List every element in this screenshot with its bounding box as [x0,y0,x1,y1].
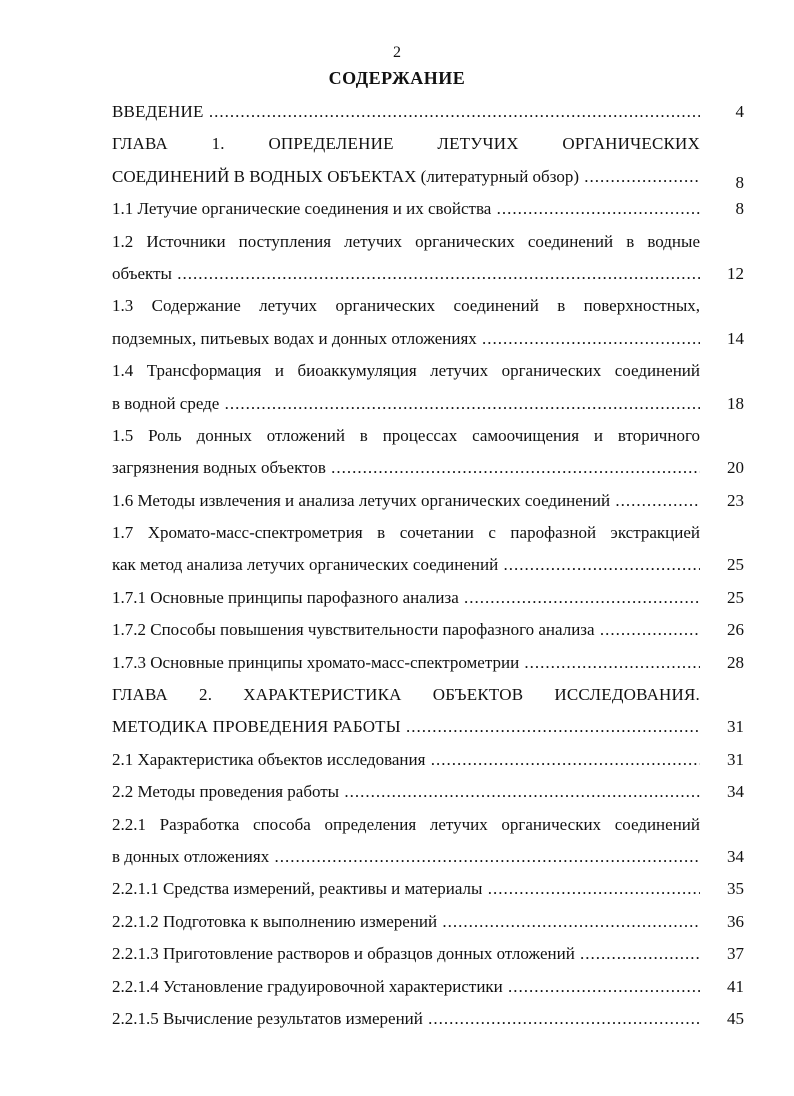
toc-entry-page: 28 [727,652,744,672]
toc-entry[interactable] [112,841,744,873]
toc-entry-page: 18 [727,393,744,413]
toc-entry[interactable] [112,809,744,841]
toc-entry-page: 35 [727,879,744,899]
toc-entry[interactable] [112,388,744,420]
toc-entry[interactable] [112,452,744,484]
toc-entry-page: 31 [727,717,744,737]
toc-entry[interactable] [112,971,744,1003]
toc-entry[interactable] [112,776,744,808]
toc-entry[interactable] [112,906,744,938]
toc-entry-text: 1.4 Трансформация и биоаккумуляция летучих органических соединений [112,361,700,381]
toc-entry-text: 2.2.1 Разработка способа определения летучих органических соединений [112,814,700,834]
toc-entry-text: 1.7.3 Основные принципы хромато-масс-спектрометрии ..... [112,647,700,679]
toc-entry[interactable] [112,323,744,355]
toc-entry-text: СОЕДИНЕНИЙ В ВОДНЫХ ОБЪЕКТАХ (литературный обзор) ..... [112,161,700,193]
toc-entry[interactable] [112,161,744,193]
toc-entry-text: как метод анализа летучих органических соединений ..... [112,549,700,581]
toc-entry-text: 1.6 Методы извлечения и анализа летучих органических соединений ..... [112,485,700,517]
toc-entry-page: 37 [727,944,744,964]
toc-entry-text: 1.1 Летучие органические соединения и их свойства ..... [112,193,700,225]
toc-entry[interactable] [112,355,744,387]
toc-entry-text: 1.2 Источники поступления летучих органических соединений в водные [112,231,700,251]
toc-entry[interactable] [112,679,744,711]
toc-entry[interactable] [112,258,744,290]
toc-entry-text: 2.2.1.3 Приготовление растворов и образцов донных отложений ..... [112,938,700,970]
toc-entry-page: 8 [735,172,744,192]
toc-entry-text: загрязнения водных объектов ..... [112,452,700,484]
toc-entry[interactable] [112,1003,744,1035]
toc-entry-page: 12 [727,263,744,283]
toc-entry-text: ВВЕДЕНИЕ ..... [112,96,700,128]
toc-entry-page: 34 [727,846,744,866]
toc-entry-page: 36 [727,911,744,931]
toc-entry[interactable] [112,290,744,322]
toc-entry-text: 1.7.2 Способы повышения чувствительности парофазного анализа ..... [112,614,700,646]
toc-entry[interactable] [112,711,744,743]
toc-entry-text: 2.2 Методы проведения работы ..... [112,776,700,808]
toc-entry-page: 31 [727,749,744,769]
toc-entry-page: 41 [727,976,744,996]
toc-entry[interactable] [112,193,744,225]
toc-entry-text: 1.5 Роль донных отложений в процессах самоочищения и вторичного [112,425,700,445]
toc-entry-text: 1.3 Содержание летучих органических соединений в поверхностных, [112,296,700,316]
toc-entry[interactable] [112,873,744,905]
toc-entry[interactable] [112,226,744,258]
toc-entry-text: МЕТОДИКА ПРОВЕДЕНИЯ РАБОТЫ ..... [112,711,700,743]
toc-entry[interactable] [112,549,744,581]
toc-entry[interactable] [112,647,744,679]
toc-entry-text: 2.2.1.5 Вычисление результатов измерений ..... [112,1003,700,1035]
toc-entry-text: ГЛАВА 1. ОПРЕДЕЛЕНИЕ ЛЕТУЧИХ ОРГАНИЧЕСКИХ [112,134,700,154]
toc-entry[interactable] [112,517,744,549]
toc-entry-text: подземных, питьевых водах и донных отложениях ..... [112,323,700,355]
toc-entry-page: 25 [727,555,744,575]
toc-entry[interactable] [112,938,744,970]
toc-entry-page: 4 [735,102,744,121]
toc-entry-text: 1.7.1 Основные принципы парофазного анализа ..... [112,582,700,614]
toc-entry-page: 20 [727,458,744,478]
table-of-contents [112,96,744,1035]
toc-entry-page: 8 [735,199,744,219]
toc-entry-page: 34 [727,782,744,802]
toc-entry-page: 14 [727,328,744,348]
toc-entry[interactable] [112,128,744,160]
toc-entry[interactable] [112,744,744,776]
toc-entry[interactable] [112,96,744,128]
toc-entry-page: 23 [727,490,744,510]
toc-entry-text: в водной среде ..... [112,388,700,420]
page-number: 2 [393,44,401,61]
toc-entry[interactable] [112,420,744,452]
toc-entry-text: в донных отложениях ..... [112,841,700,873]
toc-entry-text: 2.2.1.4 Установление градуировочной характеристики ..... [112,971,700,1003]
toc-entry-page: 25 [727,587,744,607]
toc-entry-text: 1.7 Хромато-масс-спектрометрия в сочетании с парофазной экстракцией [112,523,700,543]
toc-entry-text: ГЛАВА 2. ХАРАКТЕРИСТИКА ОБЪЕКТОВ ИССЛЕДОВАНИЯ. [112,685,700,705]
toc-entry-text: 2.1 Характеристика объектов исследования ..... [112,744,700,776]
toc-title: СОДЕРЖАНИЕ [328,68,466,88]
toc-entry-text: 2.2.1.1 Средства измерений, реактивы и материалы ..... [112,873,700,905]
toc-entry[interactable] [112,614,744,646]
toc-entry-page: 26 [727,620,744,640]
toc-entry-page: 45 [727,1008,744,1028]
toc-entry-text: 2.2.1.2 Подготовка к выполнению измерений ..... [112,906,700,938]
toc-entry-text: объекты ..... [112,258,700,290]
toc-entry[interactable] [112,485,744,517]
toc-entry[interactable] [112,582,744,614]
